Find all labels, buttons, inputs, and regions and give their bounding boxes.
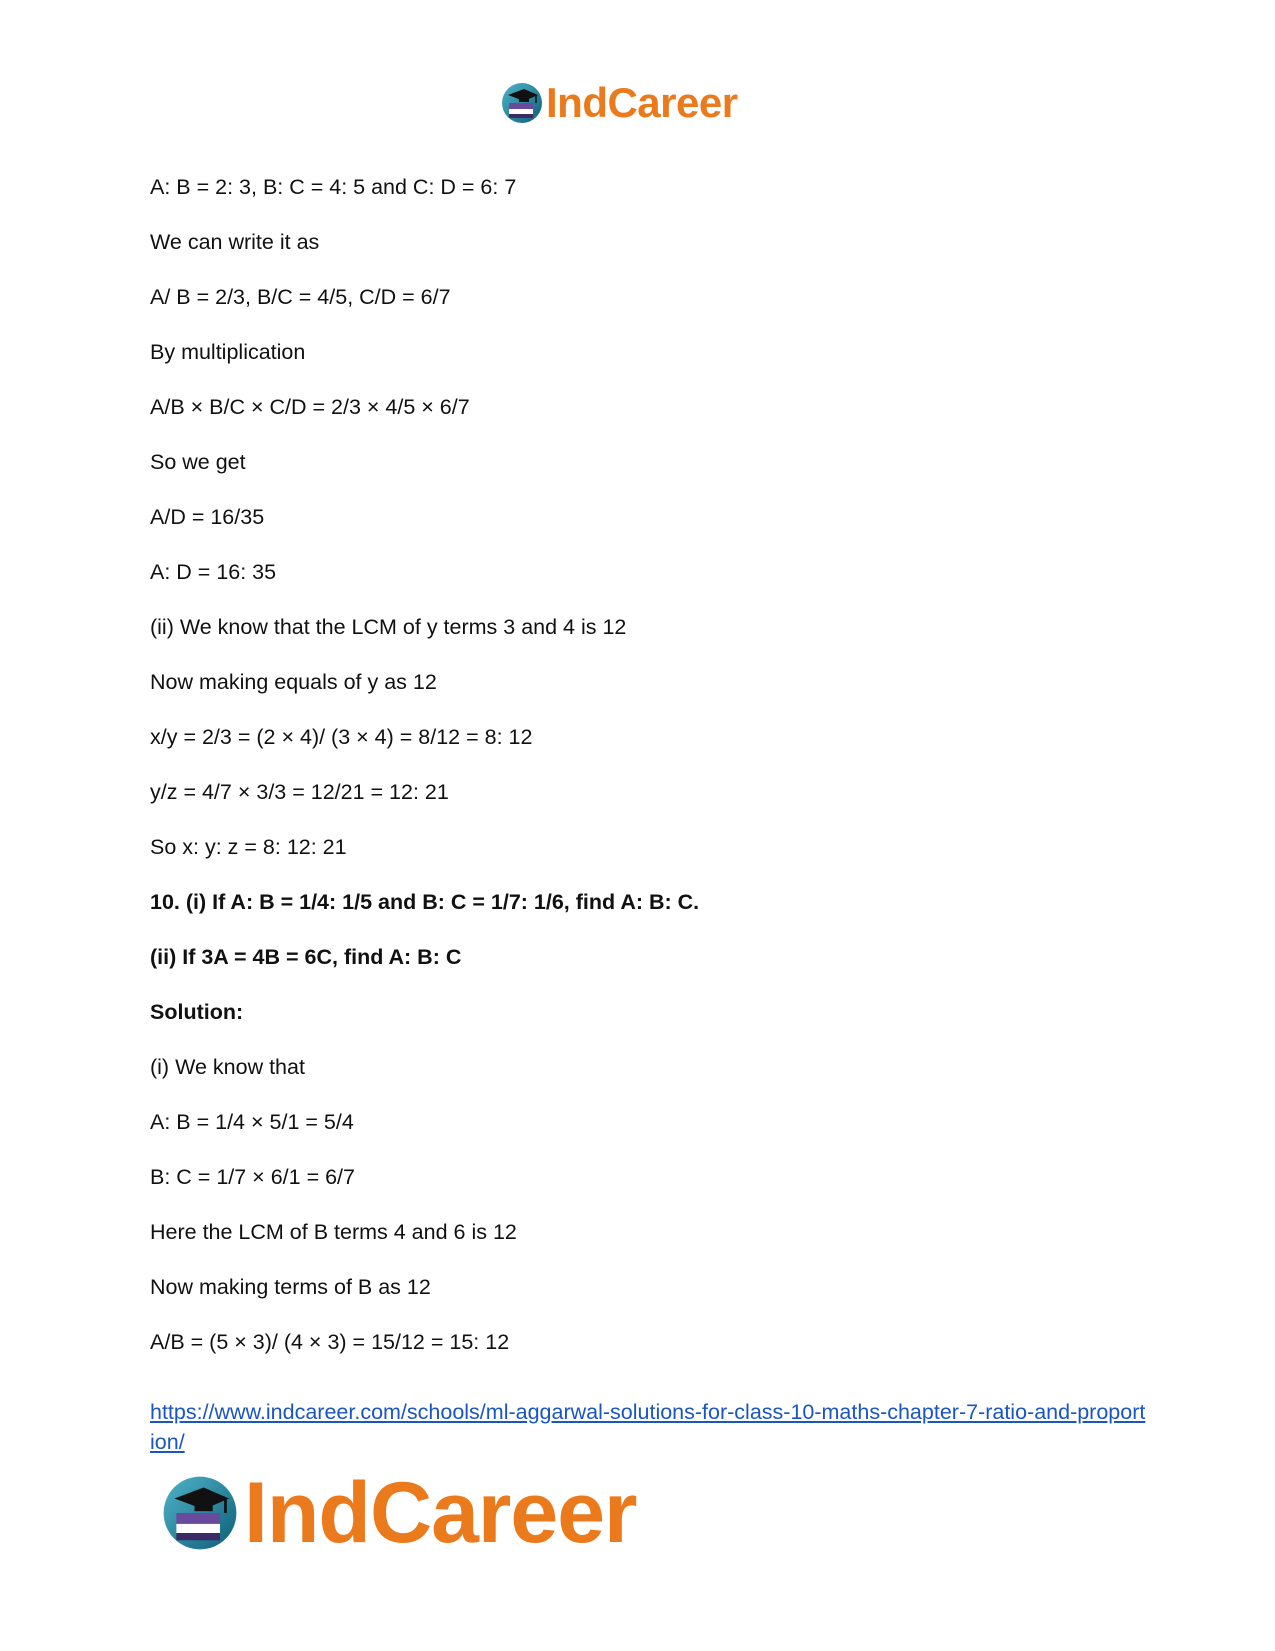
text-line-18: A: B = 1/4 × 5/1 = 5/4: [150, 1110, 354, 1134]
text-line-17: (i) We know that: [150, 1055, 305, 1079]
text-line-8: A: D = 16: 35: [150, 560, 277, 584]
question-subpart: (ii) If 3A = 4B = 6C, find A: B: C: [150, 945, 462, 969]
text-line-12: y/z = 4/7 × 3/3 = 12/21 = 12: 21: [150, 780, 449, 804]
footer-brand-text: IndCareer: [244, 1464, 637, 1561]
header-brand-text: IndCareer: [546, 79, 738, 126]
solution-content: [150, 174, 1150, 1384]
graduation-book-icon: [160, 1473, 240, 1553]
text-line-4: By multiplication: [150, 340, 306, 364]
text-line-10: Now making equals of y as 12: [150, 670, 437, 694]
text-line-7: A/D = 16/35: [150, 505, 265, 529]
source-link-container: [150, 1397, 1150, 1457]
text-line-11: x/y = 2/3 = (2 × 4)/ (3 × 4) = 8/12 = 8: 12: [150, 725, 533, 749]
solution-label: Solution:: [150, 1000, 244, 1024]
text-line-22: A/B = (5 × 3)/ (4 × 3) = 15/12 = 15: 12: [150, 1330, 510, 1354]
text-line-6: So we get: [150, 450, 246, 474]
text-line-20: Here the LCM of B terms 4 and 6 is 12: [150, 1220, 517, 1244]
footer-logo: [160, 1464, 637, 1561]
text-line-1: A: B = 2: 3, B: C = 4: 5 and C: D = 6: 7: [150, 175, 517, 199]
text-line-3: A/ B = 2/3, B/C = 4/5, C/D = 6/7: [150, 285, 451, 309]
text-line-19: B: C = 1/7 × 6/1 = 6/7: [150, 1165, 355, 1189]
text-line-21: Now making terms of B as 12: [150, 1275, 431, 1299]
text-line-5: A/B × B/C × C/D = 2/3 × 4/5 × 6/7: [150, 395, 470, 419]
question-heading: 10. (i) If A: B = 1/4: 1/5 and B: C = 1/7: 1/6, find A: B: C.: [150, 890, 700, 914]
text-line-9: (ii) We know that the LCM of y terms 3 and 4 is 12: [150, 615, 627, 639]
graduation-book-icon: [500, 81, 544, 125]
source-link[interactable]: https://www.indcareer.com/schools/ml-aggarwal-solutions-for-class-10-maths-chapter-7-ratio-and-proportion/: [150, 1400, 1146, 1454]
text-line-2: We can write it as: [150, 230, 320, 254]
header-logo: [500, 78, 738, 128]
text-line-13: So x: y: z = 8: 12: 21: [150, 835, 347, 859]
